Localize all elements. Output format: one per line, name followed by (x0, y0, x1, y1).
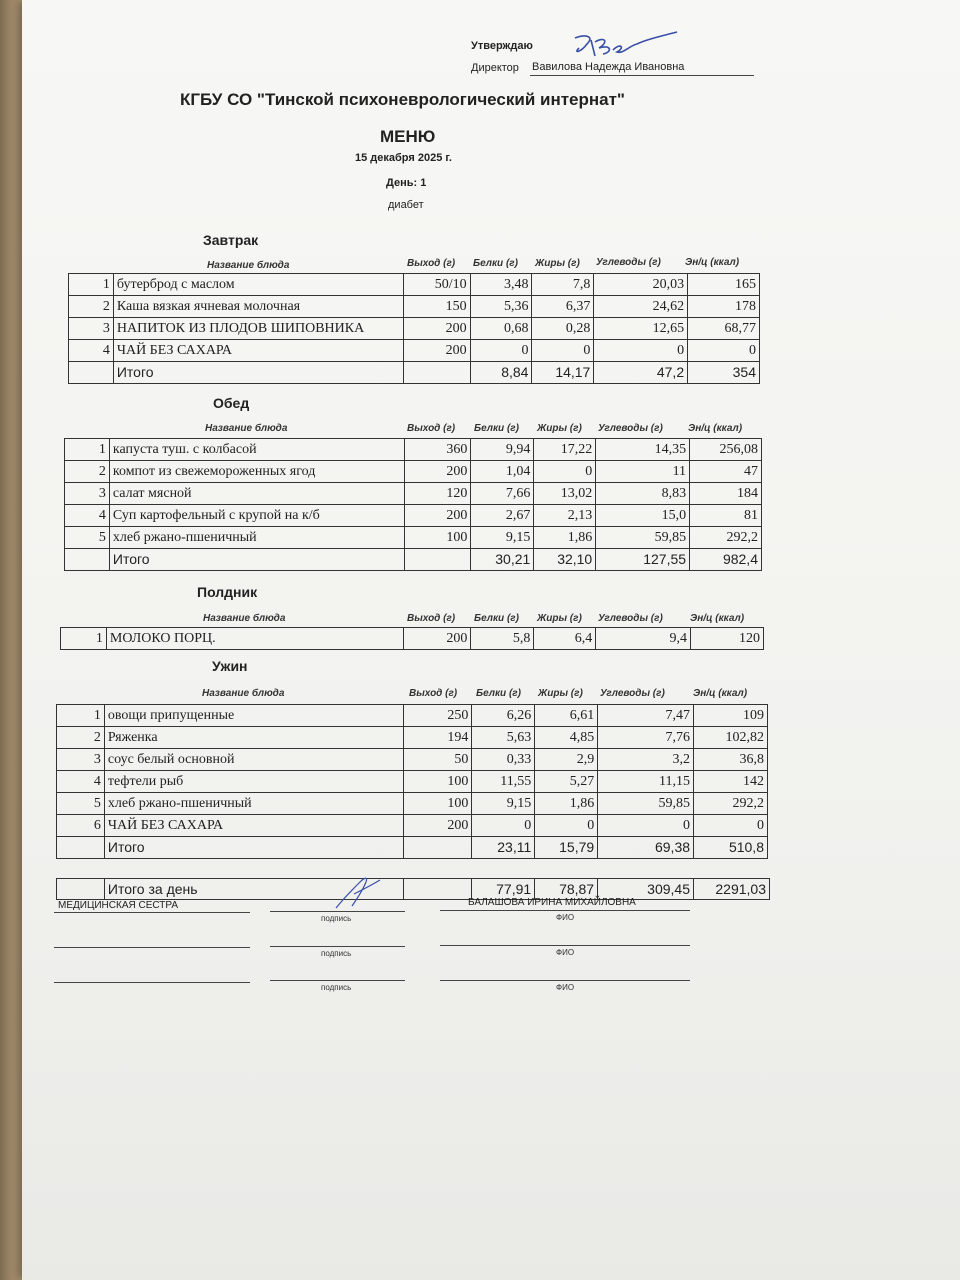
menu-day: День: 1 (386, 177, 427, 189)
row-number: 3 (65, 483, 110, 505)
col-header-protein: Белки (г) (474, 613, 519, 624)
dish-protein: 3,48 (470, 274, 532, 296)
row-number: 4 (69, 340, 114, 362)
row-number: 1 (69, 274, 114, 296)
lunch-table (64, 438, 762, 571)
table-row (65, 527, 762, 549)
table-row (57, 815, 768, 837)
col-header-protein: Белки (г) (476, 688, 521, 699)
dish-protein: 0 (470, 340, 532, 362)
row-number: 2 (57, 727, 105, 749)
col-header-carbs: Углеводы (г) (598, 423, 663, 434)
dish-yield: 150 (403, 296, 470, 318)
dish-fat: 13,02 (534, 483, 596, 505)
total-label: Итого (109, 549, 404, 571)
dish-name: Суп картофельный с крупой на к/б (109, 505, 404, 527)
total-protein: 8,84 (470, 362, 532, 384)
dish-protein: 0,33 (472, 749, 535, 771)
dish-yield: 200 (403, 340, 470, 362)
row-number: 5 (65, 527, 110, 549)
table-row (69, 296, 760, 318)
col-header-fat: Жиры (г) (537, 423, 582, 434)
dish-carbs: 0 (594, 340, 688, 362)
dish-fat: 1,86 (535, 793, 598, 815)
dish-fat: 7,8 (532, 274, 594, 296)
col-header-carbs: Углеводы (г) (598, 613, 663, 624)
dish-fat: 2,13 (534, 505, 596, 527)
dish-name: салат мясной (109, 483, 404, 505)
dish-yield: 100 (404, 771, 472, 793)
total-energy: 354 (688, 362, 760, 384)
row-number: 5 (57, 793, 105, 815)
dish-name: овощи припущенные (104, 705, 404, 727)
dish-protein: 11,55 (472, 771, 535, 793)
dish-energy: 36,8 (694, 749, 768, 771)
day-total-carbs: 309,45 (598, 879, 694, 900)
row-number: 1 (65, 439, 110, 461)
dish-fat: 5,27 (535, 771, 598, 793)
caption-sign-1: подпись (321, 914, 352, 923)
total-fat: 15,79 (535, 837, 598, 859)
dish-name: хлеб ржано-пшеничный (104, 793, 404, 815)
dish-name: капуста туш. с колбасой (109, 439, 404, 461)
col-header-yield: Выход (г) (409, 688, 458, 699)
dish-energy: 102,82 (694, 727, 768, 749)
dish-name: соус белый основной (104, 749, 404, 771)
dish-energy: 142 (694, 771, 768, 793)
total-fat: 14,17 (532, 362, 594, 384)
dish-carbs: 59,85 (598, 793, 694, 815)
dish-fat: 17,22 (534, 439, 596, 461)
dish-name: МОЛОКО ПОРЦ. (106, 628, 403, 650)
table-row (57, 793, 768, 815)
dish-yield: 194 (404, 727, 472, 749)
dish-carbs: 12,65 (594, 318, 688, 340)
dish-energy: 292,2 (690, 527, 762, 549)
day-total-label: Итого за день (104, 879, 404, 900)
signature-role: МЕДИЦИНСКАЯ СЕСТРА (58, 900, 179, 911)
dish-yield: 200 (404, 505, 471, 527)
dish-protein: 9,94 (471, 439, 534, 461)
table-row (65, 483, 762, 505)
col-header-fat: Жиры (г) (535, 258, 580, 269)
document-title: МЕНЮ (380, 127, 436, 146)
day-total-protein: 77,91 (472, 879, 535, 900)
dish-yield: 100 (404, 793, 472, 815)
table-row (65, 505, 762, 527)
signature-line-role-1 (54, 912, 250, 913)
row-number: 3 (57, 749, 105, 771)
dish-energy: 256,08 (690, 439, 762, 461)
caption-fio-3: ФИО (556, 983, 575, 992)
dish-carbs: 15,0 (596, 505, 690, 527)
dish-energy: 109 (694, 705, 768, 727)
row-number: 2 (65, 461, 110, 483)
total-label: Итого (113, 362, 403, 384)
col-header-protein: Белки (г) (474, 423, 519, 434)
dish-name: ЧАЙ БЕЗ САХАРА (113, 340, 403, 362)
col-header-carbs: Углеводы (г) (600, 688, 665, 699)
table-row (69, 318, 760, 340)
row-number: 3 (69, 318, 114, 340)
diet-type: диабет (388, 199, 424, 211)
dish-protein: 0,68 (470, 318, 532, 340)
day-total-row (57, 879, 770, 900)
signature-name: БАЛАШОВА ИРИНА МИХАЙЛОВНА (468, 897, 636, 908)
caption-fio-2: ФИО (556, 948, 575, 957)
table-row (69, 340, 760, 362)
section-title-lunch: Обед (213, 395, 250, 411)
dish-carbs: 20,03 (594, 274, 688, 296)
signature-line-sign-2 (270, 946, 405, 947)
total-carbs: 69,38 (598, 837, 694, 859)
dish-yield: 200 (404, 461, 471, 483)
dish-carbs: 0 (598, 815, 694, 837)
signature-line-role-2 (54, 947, 250, 948)
dish-yield: 200 (403, 318, 470, 340)
dish-fat: 0 (532, 340, 594, 362)
dish-fat: 1,86 (534, 527, 596, 549)
dish-fat: 6,4 (534, 628, 596, 650)
dish-protein: 5,8 (471, 628, 534, 650)
caption-sign-3: подпись (321, 983, 352, 992)
total-energy: 982,4 (690, 549, 762, 571)
director-signature (565, 28, 685, 62)
dish-fat: 0,28 (532, 318, 594, 340)
dish-fat: 4,85 (535, 727, 598, 749)
dish-protein: 6,26 (472, 705, 535, 727)
signature-line-sign-1 (270, 911, 405, 912)
day-total-table (56, 878, 770, 900)
dish-protein: 9,15 (472, 793, 535, 815)
dish-energy: 184 (690, 483, 762, 505)
dish-yield: 50 (404, 749, 472, 771)
snack-table (60, 627, 764, 650)
section-title-dinner: Ужин (212, 658, 248, 674)
dish-name: бутерброд с маслом (113, 274, 403, 296)
dish-carbs: 59,85 (596, 527, 690, 549)
col-header-name: Название блюда (202, 688, 285, 699)
dish-yield: 200 (404, 815, 472, 837)
total-carbs: 47,2 (594, 362, 688, 384)
col-header-yield: Выход (г) (407, 613, 456, 624)
dinner-table (56, 704, 768, 859)
section-title-snack: Полдник (197, 584, 258, 600)
table-row (61, 628, 764, 650)
row-number: 4 (65, 505, 110, 527)
row-number: 4 (57, 771, 105, 793)
dish-carbs: 11,15 (598, 771, 694, 793)
institution-name: КГБУ СО "Тинской психоневрологический интернат" (180, 90, 625, 109)
table-row (65, 439, 762, 461)
dish-carbs: 24,62 (594, 296, 688, 318)
total-carbs: 127,55 (596, 549, 690, 571)
total-protein: 23,11 (472, 837, 535, 859)
total-row (65, 549, 762, 571)
dish-fat: 0 (534, 461, 596, 483)
signature-line-fio-2 (440, 945, 690, 946)
director-name: Вавилова Надежда Ивановна (532, 61, 685, 73)
col-header-yield: Выход (г) (407, 258, 456, 269)
caption-sign-2: подпись (321, 949, 352, 958)
col-header-name: Название блюда (205, 423, 288, 434)
dish-yield: 120 (404, 483, 471, 505)
dish-yield: 100 (404, 527, 471, 549)
signature-line-sign-3 (270, 980, 405, 981)
table-row (69, 274, 760, 296)
dish-protein: 9,15 (471, 527, 534, 549)
dish-name: компот из свежемороженных ягод (109, 461, 404, 483)
total-label: Итого (104, 837, 404, 859)
dish-carbs: 14,35 (596, 439, 690, 461)
row-number: 6 (57, 815, 105, 837)
dish-fat: 6,37 (532, 296, 594, 318)
approve-label: Утверждаю (471, 40, 533, 52)
dish-name: хлеб ржано-пшеничный (109, 527, 404, 549)
dish-energy: 47 (690, 461, 762, 483)
dish-energy: 120 (691, 628, 764, 650)
total-fat: 32,10 (534, 549, 596, 571)
row-number: 1 (57, 705, 105, 727)
col-header-energy: Эн/ц (ккал) (685, 257, 740, 268)
table-row (57, 727, 768, 749)
dish-energy: 81 (690, 505, 762, 527)
dish-fat: 6,61 (535, 705, 598, 727)
day-total-energy: 2291,03 (693, 879, 769, 900)
table-row (65, 461, 762, 483)
dish-energy: 0 (694, 815, 768, 837)
dish-protein: 1,04 (471, 461, 534, 483)
day-total-fat: 78,87 (535, 879, 598, 900)
col-header-yield: Выход (г) (407, 423, 456, 434)
dish-yield: 360 (404, 439, 471, 461)
table-row (57, 705, 768, 727)
dish-carbs: 3,2 (598, 749, 694, 771)
caption-fio-1: ФИО (556, 913, 575, 922)
dish-fat: 2,9 (535, 749, 598, 771)
col-header-energy: Эн/ц (ккал) (693, 688, 748, 699)
dish-energy: 178 (688, 296, 760, 318)
dish-protein: 2,67 (471, 505, 534, 527)
signature-line-role-3 (54, 982, 250, 983)
total-row (69, 362, 760, 384)
table-row (57, 771, 768, 793)
dish-energy: 292,2 (694, 793, 768, 815)
dish-name: тефтели рыб (104, 771, 404, 793)
dish-fat: 0 (535, 815, 598, 837)
row-number: 2 (69, 296, 114, 318)
dish-yield: 50/10 (403, 274, 470, 296)
dish-carbs: 7,47 (598, 705, 694, 727)
director-line (530, 75, 754, 76)
col-header-protein: Белки (г) (473, 258, 518, 269)
nurse-signature (330, 872, 390, 912)
dish-carbs: 7,76 (598, 727, 694, 749)
col-header-name: Название блюда (207, 260, 290, 271)
breakfast-table (68, 273, 760, 384)
total-protein: 30,21 (471, 549, 534, 571)
col-header-fat: Жиры (г) (537, 613, 582, 624)
dish-energy: 68,77 (688, 318, 760, 340)
signature-line-fio-3 (440, 980, 690, 981)
dish-energy: 0 (688, 340, 760, 362)
section-title-breakfast: Завтрак (203, 232, 259, 248)
dish-protein: 7,66 (471, 483, 534, 505)
col-header-energy: Эн/ц (ккал) (688, 423, 743, 434)
signature-line-fio-1 (440, 910, 690, 911)
col-header-energy: Эн/ц (ккал) (690, 613, 745, 624)
dish-protein: 0 (472, 815, 535, 837)
col-header-fat: Жиры (г) (538, 688, 583, 699)
dish-carbs: 9,4 (596, 628, 691, 650)
col-header-carbs: Углеводы (г) (596, 257, 661, 268)
dish-protein: 5,36 (470, 296, 532, 318)
menu-date: 15 декабря 2025 г. (355, 152, 452, 164)
director-role: Директор (471, 62, 519, 74)
table-row (57, 749, 768, 771)
row-number: 1 (61, 628, 107, 650)
dish-yield: 200 (403, 628, 471, 650)
dish-carbs: 8,83 (596, 483, 690, 505)
col-header-name: Название блюда (203, 613, 286, 624)
dish-name: НАПИТОК ИЗ ПЛОДОВ ШИПОВНИКА (113, 318, 403, 340)
dish-carbs: 11 (596, 461, 690, 483)
dish-protein: 5,63 (472, 727, 535, 749)
total-energy: 510,8 (694, 837, 768, 859)
dish-yield: 250 (404, 705, 472, 727)
dish-energy: 165 (688, 274, 760, 296)
total-row (57, 837, 768, 859)
dish-name: ЧАЙ БЕЗ САХАРА (104, 815, 404, 837)
dish-name: Каша вязкая ячневая молочная (113, 296, 403, 318)
dish-name: Ряженка (104, 727, 404, 749)
